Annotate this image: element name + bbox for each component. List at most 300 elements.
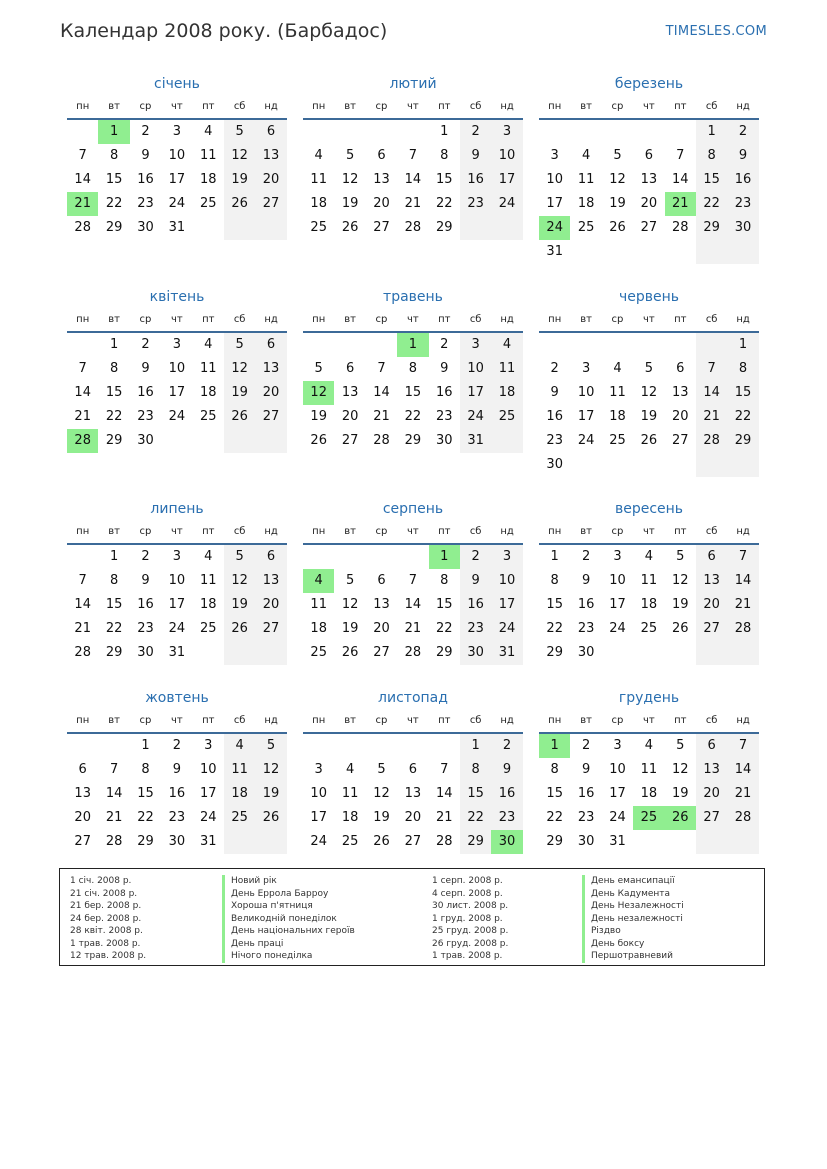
day-cell: 14 — [727, 758, 758, 782]
brand-link[interactable]: TIMESLES.COM — [665, 24, 767, 39]
day-cell: 3 — [491, 545, 522, 569]
weekday-label: ср — [139, 526, 152, 537]
day-cell: 28 — [373, 433, 390, 448]
weekday-label: чт — [643, 526, 655, 537]
weekday-label: пт — [438, 715, 451, 726]
day-cell: 21 — [435, 810, 453, 825]
day-cell: 8 — [550, 573, 559, 588]
day-cell: 23 — [137, 409, 154, 424]
day-cell: 7 — [78, 361, 87, 376]
weekday-header — [67, 309, 287, 333]
day-cell: 8 — [109, 573, 119, 588]
day-cell: 10 — [577, 385, 595, 400]
day-cell: 7 — [377, 361, 386, 376]
day-cell: 20 — [341, 409, 359, 424]
weekday-label: чт — [171, 101, 183, 112]
day-cell: 24 — [310, 834, 327, 849]
day-cell: 17 — [546, 196, 563, 211]
day-cell: 17 — [460, 381, 491, 405]
day-cell: 27 — [404, 834, 422, 849]
day-cell: 9 — [581, 762, 591, 777]
day-cell: 8 — [109, 148, 119, 163]
empty-cell — [303, 545, 334, 569]
empty-cell — [696, 333, 727, 357]
day-cell: 25 — [224, 806, 255, 830]
empty-cell — [224, 216, 255, 240]
day-cell: 7 — [676, 148, 685, 163]
holiday-date: 28 квіт. 2008 р. — [70, 926, 143, 936]
day-cell: 29 — [546, 645, 563, 660]
weekday-label: пн — [548, 101, 562, 112]
day-cell: 24 — [168, 621, 186, 636]
day-cell: 4 — [204, 549, 213, 564]
day-cell: 17 — [168, 385, 186, 400]
day-cell: 10 — [491, 569, 522, 593]
day-cell: 5 — [345, 573, 355, 588]
day-cell: 19 — [255, 782, 286, 806]
day-cell: 9 — [460, 144, 491, 168]
day-cell: 13 — [404, 786, 422, 801]
holiday-name: День боксу — [582, 938, 684, 951]
day-grid — [303, 120, 523, 240]
weekday-label: пт — [438, 526, 451, 537]
day-cell: 13 — [696, 569, 727, 593]
day-cell: 12 — [224, 144, 255, 168]
day-cell: 24 — [491, 192, 522, 216]
day-cell: 6 — [255, 333, 286, 357]
weekday-label: ср — [611, 101, 624, 112]
empty-cell — [491, 429, 522, 453]
weekday-label: ср — [139, 715, 152, 726]
empty-cell — [633, 333, 664, 357]
day-cell: 25 — [199, 621, 217, 636]
day-cell: 29 — [404, 433, 422, 448]
day-cell: 5 — [224, 120, 255, 144]
weekday-label: нд — [736, 526, 750, 537]
day-cell: 16 — [491, 782, 522, 806]
day-cell: 29 — [727, 429, 758, 453]
day-cell: 2 — [141, 124, 150, 139]
empty-cell — [67, 120, 98, 144]
holiday-name: День Незалежності — [582, 900, 684, 913]
day-cell: 23 — [577, 810, 595, 825]
weekday-label: сб — [469, 314, 482, 325]
day-cell: 9 — [141, 148, 150, 163]
holiday-date: 21 січ. 2008 р. — [70, 888, 138, 899]
day-cell: 21 — [74, 409, 91, 424]
day-cell: 12 — [224, 569, 255, 593]
month-name: лютий — [389, 76, 437, 92]
day-cell: 25 — [199, 196, 217, 211]
legend-names-right — [582, 875, 684, 963]
month-name: червень — [618, 289, 680, 305]
day-cell: 7 — [727, 734, 758, 758]
holiday-date: 1 груд. 2008 р. — [432, 913, 503, 924]
weekday-label: нд — [736, 101, 750, 112]
empty-cell — [727, 641, 758, 665]
day-cell: 23 — [546, 433, 563, 448]
day-cell: 5 — [676, 549, 685, 564]
weekday-label: нд — [736, 715, 750, 726]
day-cell: 15 — [546, 786, 563, 801]
weekday-label: нд — [500, 715, 514, 726]
day-cell: 6 — [78, 762, 87, 777]
empty-cell — [633, 641, 664, 665]
day-cell: 23 — [168, 810, 186, 825]
day-cell: 7 — [109, 762, 119, 777]
weekday-label: пт — [674, 101, 687, 112]
legend-dates-right — [432, 875, 508, 963]
day-cell: 21 — [74, 621, 91, 636]
day-cell: 11 — [609, 385, 626, 400]
holiday-name: Першотравневий — [582, 950, 684, 963]
day-cell: 20 — [640, 196, 658, 211]
weekday-label: чт — [407, 314, 419, 325]
day-cell: 27 — [373, 645, 390, 660]
day-cell: 1 — [429, 545, 460, 569]
day-cell: 19 — [609, 196, 626, 211]
weekday-label: сб — [233, 526, 246, 537]
day-cell: 3 — [172, 549, 181, 564]
day-cell: 6 — [377, 573, 386, 588]
day-cell: 8 — [109, 361, 119, 376]
month-name: січень — [154, 76, 200, 92]
day-cell: 14 — [404, 597, 422, 612]
day-cell: 1 — [98, 120, 129, 144]
empty-cell — [570, 333, 601, 357]
day-cell: 2 — [460, 545, 491, 569]
day-cell: 31 — [460, 429, 491, 453]
weekday-label: нд — [736, 314, 750, 325]
weekday-header — [303, 309, 523, 333]
day-cell: 25 — [640, 621, 658, 636]
day-cell: 13 — [671, 385, 689, 400]
month-3 — [67, 285, 287, 453]
day-grid — [539, 333, 759, 477]
weekday-label: вт — [344, 101, 356, 112]
day-cell: 18 — [310, 621, 327, 636]
day-cell: 15 — [105, 385, 123, 400]
day-cell: 11 — [491, 357, 522, 381]
empty-cell — [696, 830, 727, 854]
weekday-label: ср — [611, 715, 624, 726]
empty-cell — [633, 830, 664, 854]
day-grid — [67, 734, 287, 854]
day-cell: 12 — [341, 597, 359, 612]
weekday-label: пт — [674, 715, 687, 726]
month-name: вересень — [614, 501, 684, 517]
day-cell: 4 — [644, 549, 653, 564]
month-6 — [67, 497, 287, 665]
weekday-label: пт — [438, 101, 451, 112]
empty-cell — [193, 641, 224, 665]
day-cell: 22 — [105, 409, 123, 424]
day-cell: 26 — [665, 806, 696, 830]
weekday-label: пн — [312, 314, 326, 325]
day-cell: 17 — [491, 593, 522, 617]
day-cell: 15 — [435, 597, 453, 612]
day-cell: 21 — [696, 405, 727, 429]
day-cell: 27 — [341, 433, 359, 448]
weekday-label: пн — [548, 314, 562, 325]
day-cell: 26 — [224, 617, 255, 641]
day-cell: 21 — [67, 192, 98, 216]
day-cell: 18 — [491, 381, 522, 405]
weekday-label: пн — [76, 526, 90, 537]
day-cell: 15 — [137, 786, 154, 801]
weekday-label: чт — [171, 314, 183, 325]
empty-cell — [161, 429, 192, 453]
weekday-label: сб — [705, 715, 718, 726]
weekday-label: ср — [375, 526, 388, 537]
day-cell: 12 — [255, 758, 286, 782]
day-cell: 6 — [377, 148, 386, 163]
day-cell: 16 — [137, 385, 154, 400]
empty-cell — [334, 333, 365, 357]
day-cell: 11 — [224, 758, 255, 782]
day-cell: 19 — [640, 409, 658, 424]
weekday-label: пт — [674, 314, 687, 325]
month-name: жовтень — [145, 690, 209, 706]
day-cell: 4 — [613, 361, 622, 376]
day-cell: 14 — [74, 172, 91, 187]
day-cell: 17 — [609, 786, 626, 801]
day-cell: 1 — [440, 124, 449, 139]
holiday-name: День емансипації — [582, 875, 684, 888]
day-cell: 26 — [224, 405, 255, 429]
day-cell: 10 — [168, 361, 186, 376]
day-grid — [303, 734, 523, 854]
day-cell: 27 — [640, 220, 658, 235]
holiday-date: 21 бер. 2008 р. — [70, 901, 142, 911]
empty-cell — [255, 641, 286, 665]
weekday-label: ср — [139, 101, 152, 112]
day-cell: 19 — [373, 810, 390, 825]
day-cell: 1 — [727, 333, 758, 357]
day-cell: 28 — [727, 617, 758, 641]
day-cell: 4 — [303, 569, 334, 593]
weekday-label: чт — [407, 101, 419, 112]
month-11 — [539, 686, 759, 854]
weekday-label: пн — [76, 101, 90, 112]
weekday-label: чт — [171, 715, 183, 726]
holiday-name: Новий рік — [222, 875, 355, 888]
day-cell: 8 — [440, 148, 449, 163]
weekday-header — [539, 710, 759, 734]
day-cell: 25 — [310, 645, 327, 660]
weekday-header — [67, 96, 287, 120]
day-cell: 19 — [671, 786, 689, 801]
weekday-label: сб — [233, 715, 246, 726]
weekday-label: вт — [108, 715, 120, 726]
empty-cell — [665, 240, 696, 264]
day-cell: 12 — [671, 762, 689, 777]
day-cell: 19 — [671, 597, 689, 612]
day-cell: 27 — [373, 220, 390, 235]
day-cell: 19 — [341, 621, 359, 636]
month-2 — [539, 72, 759, 264]
empty-cell — [255, 216, 286, 240]
day-cell: 13 — [373, 597, 390, 612]
holiday-name: Різдво — [582, 925, 684, 938]
holiday-date: 1 січ. 2008 р. — [70, 876, 132, 886]
day-cell: 3 — [460, 333, 491, 357]
day-cell: 25 — [577, 220, 595, 235]
holiday-name: Хороша п'ятниця — [222, 900, 355, 913]
day-cell: 24 — [577, 433, 595, 448]
empty-cell — [570, 120, 601, 144]
empty-cell — [570, 453, 601, 477]
day-cell: 3 — [491, 120, 522, 144]
day-cell: 1 — [550, 549, 559, 564]
empty-cell — [334, 734, 365, 758]
day-cell: 2 — [141, 549, 150, 564]
day-cell: 31 — [546, 244, 563, 259]
day-cell: 28 — [105, 834, 123, 849]
day-cell: 26 — [640, 433, 658, 448]
day-cell: 13 — [696, 758, 727, 782]
empty-cell — [366, 734, 397, 758]
legend-names-left — [222, 875, 355, 963]
empty-cell — [665, 830, 696, 854]
day-cell: 17 — [609, 597, 626, 612]
day-cell: 24 — [491, 617, 522, 641]
day-cell: 30 — [460, 641, 491, 665]
day-cell: 30 — [727, 216, 758, 240]
empty-cell — [334, 545, 365, 569]
day-grid — [67, 120, 287, 240]
day-cell: 5 — [377, 762, 386, 777]
day-cell: 10 — [310, 786, 327, 801]
empty-cell — [633, 453, 664, 477]
day-cell: 31 — [168, 645, 186, 660]
month-name: серпень — [382, 501, 444, 517]
empty-cell — [602, 120, 633, 144]
empty-cell — [665, 641, 696, 665]
day-cell: 26 — [310, 433, 327, 448]
holiday-date: 24 бер. 2008 р. — [70, 913, 142, 924]
holiday-date: 26 груд. 2008 р. — [432, 938, 509, 949]
day-cell: 25 — [310, 220, 327, 235]
day-cell: 6 — [255, 545, 286, 569]
day-cell: 21 — [404, 196, 422, 211]
day-grid — [67, 545, 287, 665]
day-cell: 24 — [168, 409, 186, 424]
day-cell: 8 — [460, 758, 491, 782]
day-cell: 29 — [696, 216, 727, 240]
day-cell: 12 — [671, 573, 689, 588]
weekday-label: чт — [643, 314, 655, 325]
day-cell: 20 — [255, 168, 286, 192]
legend-dates-left — [70, 875, 146, 963]
day-cell: 8 — [440, 573, 449, 588]
day-cell: 14 — [105, 786, 123, 801]
day-cell: 10 — [168, 148, 186, 163]
day-cell: 16 — [435, 385, 453, 400]
day-cell: 30 — [435, 433, 453, 448]
day-cell: 10 — [199, 762, 217, 777]
weekday-label: нд — [264, 101, 278, 112]
weekday-label: нд — [500, 314, 514, 325]
day-cell: 1 — [460, 734, 491, 758]
day-cell: 29 — [137, 834, 154, 849]
day-cell: 2 — [440, 337, 449, 352]
day-cell: 29 — [105, 645, 123, 660]
empty-cell — [491, 216, 522, 240]
day-cell: 4 — [314, 148, 323, 163]
day-cell: 9 — [727, 144, 758, 168]
day-cell: 5 — [613, 148, 622, 163]
empty-cell — [696, 453, 727, 477]
day-cell: 1 — [539, 734, 570, 758]
empty-cell — [98, 734, 129, 758]
empty-cell — [255, 830, 286, 854]
day-cell: 22 — [435, 621, 453, 636]
month-name: квітень — [149, 289, 205, 305]
empty-cell — [67, 734, 98, 758]
day-cell: 17 — [491, 168, 522, 192]
month-1 — [303, 72, 523, 240]
day-cell: 27 — [74, 834, 91, 849]
weekday-label: сб — [469, 715, 482, 726]
day-cell: 16 — [460, 593, 491, 617]
empty-cell — [602, 641, 633, 665]
day-cell: 4 — [581, 148, 591, 163]
day-cell: 6 — [696, 734, 727, 758]
day-cell: 14 — [373, 385, 390, 400]
holiday-date: 1 трав. 2008 р. — [70, 938, 141, 949]
day-cell: 15 — [435, 172, 453, 187]
day-cell: 9 — [460, 569, 491, 593]
month-name: липень — [150, 501, 204, 517]
empty-cell — [696, 641, 727, 665]
day-cell: 3 — [613, 738, 622, 753]
weekday-label: ср — [375, 101, 388, 112]
day-cell: 16 — [727, 168, 758, 192]
weekday-label: сб — [705, 526, 718, 537]
weekday-label: пн — [312, 526, 326, 537]
day-cell: 15 — [546, 597, 563, 612]
day-cell: 21 — [727, 593, 758, 617]
day-cell: 7 — [78, 573, 87, 588]
day-cell: 30 — [137, 433, 154, 448]
empty-cell — [334, 120, 365, 144]
day-cell: 11 — [199, 361, 217, 376]
day-cell: 31 — [491, 641, 522, 665]
weekday-label: вт — [580, 526, 592, 537]
day-cell: 2 — [550, 361, 559, 376]
weekday-label: чт — [643, 101, 655, 112]
holiday-date: 12 трав. 2008 р. — [70, 951, 147, 961]
weekday-label: ср — [375, 314, 388, 325]
day-cell: 28 — [404, 220, 422, 235]
day-cell: 11 — [640, 573, 658, 588]
day-cell: 5 — [345, 148, 355, 163]
weekday-header — [67, 521, 287, 545]
weekday-label: нд — [264, 526, 278, 537]
day-cell: 30 — [577, 645, 595, 660]
weekday-label: сб — [705, 314, 718, 325]
day-cell: 19 — [224, 381, 255, 405]
day-cell: 22 — [546, 621, 563, 636]
weekday-label: пн — [76, 715, 90, 726]
day-cell: 2 — [141, 337, 150, 352]
weekday-label: сб — [469, 526, 482, 537]
day-cell: 17 — [168, 597, 186, 612]
day-cell: 14 — [435, 786, 453, 801]
empty-cell — [193, 429, 224, 453]
holiday-date: 1 трав. 2008 р. — [432, 951, 503, 961]
